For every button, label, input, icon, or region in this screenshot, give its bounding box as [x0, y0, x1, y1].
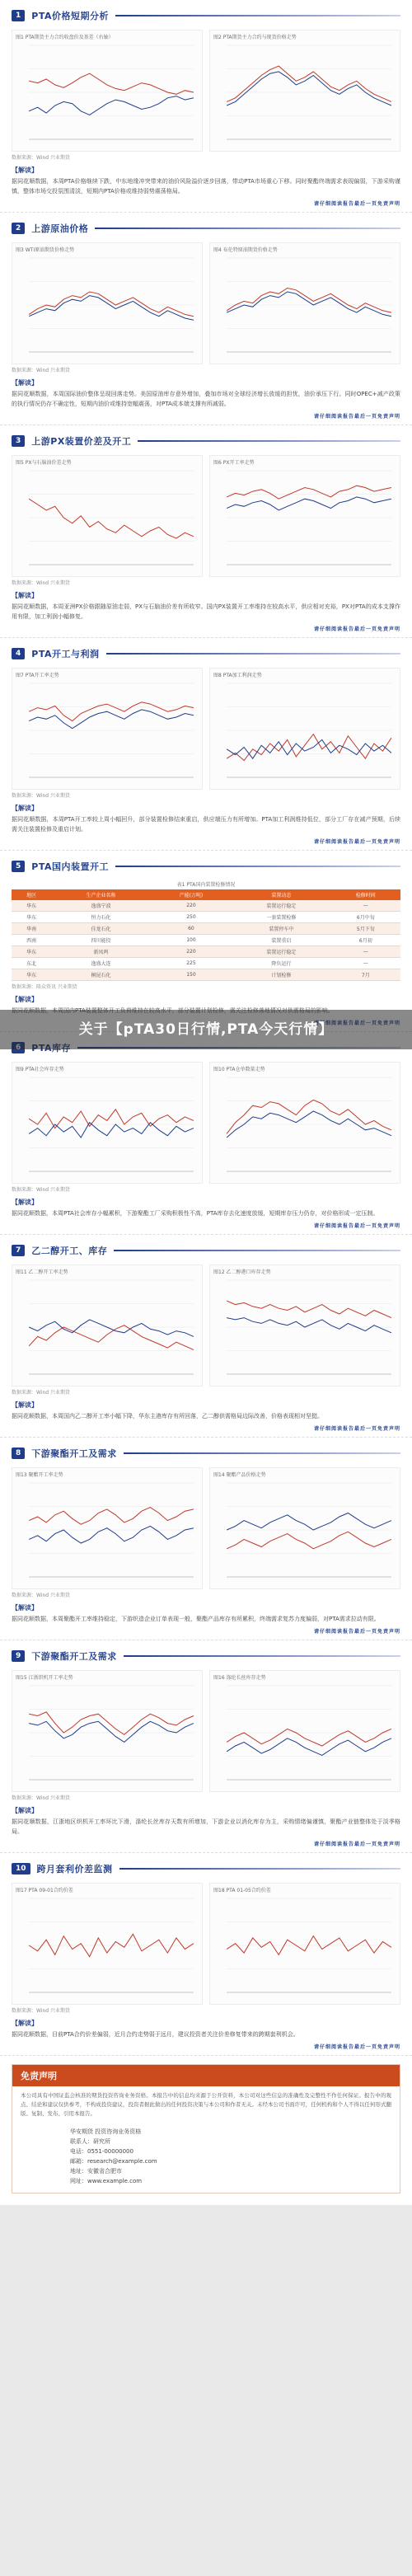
section-number: 1 [12, 10, 25, 21]
table-cell: — [331, 900, 400, 912]
footer-text: 请仔细阅读报告最后一页免责声明 [313, 1223, 400, 1229]
chart-left [12, 455, 203, 577]
chart-caption: 图14 聚酯产品价格走势 [213, 1472, 266, 1478]
note-title: 【解读】 [12, 805, 38, 812]
section-title: 上游原油价格 [31, 223, 89, 234]
chart-right [209, 1883, 400, 2005]
section-number: 2 [12, 223, 25, 234]
overlay-title: 关于【pTA30日行情,PTA今天行情】 [78, 1021, 334, 1038]
data-source: 数据来源：Wind 兴业期货 [12, 1187, 70, 1193]
section-header [12, 645, 400, 663]
table-row [12, 969, 400, 981]
series-line-2 [227, 1318, 391, 1333]
series-line-2 [29, 1123, 194, 1138]
line-chart [213, 1275, 396, 1384]
series-line-1 [29, 702, 194, 721]
table-cell: 220 [151, 946, 232, 958]
capacity-table [12, 889, 400, 981]
series-line-2 [29, 1526, 194, 1543]
series-line-2 [227, 1513, 391, 1531]
section-10 [0, 1853, 412, 2056]
table-cell: — [331, 946, 400, 958]
table-cell: 四川能投 [51, 935, 150, 946]
series-line-2 [227, 497, 391, 510]
series-line-1 [227, 486, 391, 499]
section-number: 5 [12, 861, 25, 872]
analysis-note: 据同花顺数据，本周PTA开工率较上周小幅回升，部分装置检修结束重启，供应端压力有所增加。PTA加工利润维持低位，部分工厂存在减产预期，后续需关注装置检修及重启计划。 [12, 816, 400, 833]
footer-line [12, 1840, 400, 1847]
section-rule [115, 866, 400, 867]
note-title: 【解读】 [12, 379, 38, 387]
table-cell: 6月初 [331, 935, 400, 946]
section-rule [114, 1250, 400, 1251]
series-line-2 [227, 1738, 391, 1756]
line-chart [213, 678, 396, 787]
footer-line [12, 625, 400, 632]
section-header [12, 1860, 400, 1878]
section-number: 10 [12, 1863, 30, 1875]
chart-row [12, 1883, 400, 2005]
section-rule [119, 1868, 400, 1870]
table-cell: 100 [151, 935, 232, 946]
chart-right [209, 455, 400, 577]
table-cell: 降负运行 [232, 958, 330, 969]
note-title: 【解读】 [12, 167, 38, 174]
table-cell: 250 [151, 912, 232, 923]
series-line-1 [227, 66, 391, 101]
table-cell: 5月下旬 [331, 923, 400, 935]
chart-caption: 图11 乙二醇开工率走势 [16, 1269, 68, 1275]
footer-text: 请仔细阅读报告最后一页免责声明 [313, 1426, 400, 1432]
title-overlay-banner [0, 1010, 412, 1049]
note-title: 【解读】 [12, 1807, 38, 1814]
section-title: PTA价格短期分析 [31, 11, 109, 21]
analysis-note: 据同花顺数据，本周国际油价整体呈现回落走势。美国原油库存意外增加，叠加市场对全球经济增长放缓的担忧，油价承压下行。同时OPEC+减产政策的执行情况仍存不确定性，短期内油价或维持宽幅震荡，对PTA成本端支撑有所减弱。 [12, 391, 400, 407]
section-5 [0, 851, 412, 1032]
footer-text: 请仔细阅读报告最后一页免责声明 [313, 1842, 400, 1847]
footer-line [12, 1627, 400, 1635]
section-8 [0, 1438, 412, 1640]
data-source: 数据来源：Wind 兴业期货 [12, 1390, 70, 1396]
series-line-1 [227, 1729, 391, 1746]
chart-caption: 图7 PTA开工率走势 [16, 673, 59, 678]
chart-row [12, 668, 400, 790]
disclaimer-box [12, 2064, 400, 2194]
chart-caption: 图1 PTA期货主力合约收盘价及基差（右轴） [16, 35, 114, 40]
section-rule [124, 1452, 400, 1454]
contact-line: 电话：0551-00000000 [70, 2148, 133, 2155]
chart-row [12, 30, 400, 152]
analysis-note: 据同花顺数据，江浙地区织机开工率环比下滑，涤纶长丝库存天数有所增加，下游企业以消化库存为主，采购情绪偏谨慎，聚酯产业链整体处于淡季格局。 [12, 1818, 400, 1835]
chart-left [12, 242, 203, 364]
footer-line [12, 412, 400, 420]
table-cell: 新凤鸣 [51, 946, 150, 958]
contact-line: 邮箱：research@example.com [70, 2158, 157, 2165]
section-header [12, 1241, 400, 1260]
table-cell: 华东 [12, 946, 51, 958]
table-cell: 华东 [12, 912, 51, 923]
line-chart [213, 40, 396, 149]
table-cell: 恒力石化 [51, 912, 150, 923]
table-cell: 华东 [12, 969, 51, 981]
section-2 [0, 213, 412, 425]
section-title: 跨月套利价差监测 [36, 1864, 113, 1875]
contact-line: 联系人：研究所 [70, 2138, 110, 2145]
line-chart [213, 253, 396, 362]
section-header [12, 1444, 400, 1462]
footer-text: 请仔细阅读报告最后一页免责声明 [313, 201, 400, 207]
table-cell: 6月中旬 [331, 912, 400, 923]
section-number: 7 [12, 1245, 25, 1256]
data-source: 数据来源：Wind 兴业期货 [12, 368, 70, 373]
line-chart [16, 1275, 199, 1384]
section-1 [0, 0, 412, 213]
table-cell: 逸盛宁波 [51, 900, 150, 912]
disclaimer-title: 免责声明 [12, 2065, 400, 2086]
chart-caption: 图10 PTA仓单数量走势 [213, 1067, 265, 1072]
table-cell: 装置停车中 [232, 923, 330, 935]
table-cell: 装置运行稳定 [232, 946, 330, 958]
section-9 [0, 1640, 412, 1853]
section-header [12, 432, 400, 450]
chart-caption: 图6 PX开工率走势 [213, 460, 255, 466]
chart-left [12, 1670, 203, 1792]
chart-right [209, 242, 400, 364]
line-chart [16, 466, 199, 575]
table-cell: 225 [151, 958, 232, 969]
column-header: 检修时间 [331, 889, 400, 900]
chart-row [12, 1670, 400, 1792]
section-7 [0, 1235, 412, 1438]
chart-right [209, 1670, 400, 1792]
chart-row [12, 1467, 400, 1589]
section-title: 乙二醇开工、库存 [31, 1246, 108, 1256]
chart-caption: 图4 布伦特原油期货价格走势 [213, 247, 278, 253]
chart-right [209, 1062, 400, 1184]
footer-line [12, 2043, 400, 2050]
note-title: 【解读】 [12, 592, 38, 599]
table-row [12, 935, 400, 946]
analysis-note: 据同花顺数据，目前PTA合约价差偏弱，近月合约走势弱于远月，建议投资者关注价差修复带来的跨期套利机会。 [12, 2031, 299, 2038]
column-header: 装置动态 [232, 889, 330, 900]
chart-left [12, 668, 203, 790]
line-chart [16, 1072, 199, 1181]
section-6 [0, 1032, 412, 1235]
table-cell: — [331, 958, 400, 969]
chart-right [209, 668, 400, 790]
section-rule [106, 653, 401, 655]
section-rule [124, 1655, 400, 1657]
series-line-1 [29, 73, 194, 94]
table-row [12, 912, 400, 923]
series-line-1 [227, 1532, 391, 1549]
table-cell: 60 [151, 923, 232, 935]
chart-caption: 图2 PTA期货主力合约与现货价格走势 [213, 35, 297, 40]
table-cell: 7月 [331, 969, 400, 981]
contact-line: 华安期货 投资咨询业务资格 [70, 2128, 142, 2135]
table-cell: 华南 [12, 923, 51, 935]
series-line-2 [29, 96, 194, 115]
section-title: 下游聚酯开工及需求 [31, 1448, 117, 1459]
chart-caption: 图3 WTI原油期货价格走势 [16, 247, 75, 253]
data-source: 数据来源：Wind 兴业期货 [12, 155, 70, 161]
table-cell: 桐昆石化 [51, 969, 150, 981]
table-row [12, 946, 400, 958]
line-chart [16, 1893, 199, 2002]
line-chart [16, 1681, 199, 1790]
footer-line [12, 1222, 400, 1229]
footer-line [12, 1424, 400, 1432]
table-cell: 一套装置检修 [232, 912, 330, 923]
line-chart [213, 1478, 396, 1587]
footer-text: 请仔细阅读报告最后一页免责声明 [313, 626, 400, 632]
chart-row [12, 1265, 400, 1387]
note-title: 【解读】 [12, 2020, 38, 2027]
series-line-1 [227, 1100, 391, 1133]
analysis-note: 据同花顺数据，本周国内乙二醇开工率小幅下降，华东主港库存有所回落，乙二醇供需格局边际改善，价格表现相对坚挺。 [12, 1413, 323, 1419]
data-source: 数据来源：Wind 兴业期货 [12, 1593, 70, 1598]
series-line-1 [29, 1508, 194, 1525]
disclaimer-body: 本公司具有中国证监会核准的期货投资咨询业务资格。本报告中的信息均来源于公开资料，本公司对这些信息的准确性及完整性不作任何保证。报告中的观点、结论和建议仅供参考，不构成投资建议，投资者据此做出的任何投资决策与本公司和作者无关。未经本公司书面许可，任何机构和个人不得以任何形式翻版、复制、发布、引用本报告。 [21, 2092, 391, 2117]
footer-line [12, 199, 400, 207]
table-cell: 装置重启 [232, 935, 330, 946]
chart-caption: 图12 乙二醇港口库存走势 [213, 1269, 271, 1275]
footer-text: 请仔细阅读报告最后一页免责声明 [313, 414, 400, 420]
series-line-2 [29, 710, 194, 729]
note-title: 【解读】 [12, 996, 38, 1003]
contact-list [12, 2123, 400, 2193]
table-cell: 逸盛大连 [51, 958, 150, 969]
analysis-note: 据同花顺数据，本周亚洲PX价格跟随原油走弱，PX与石脑油价差有所收窄。国内PX装置开工率维持在较高水平，供应相对充裕，PX对PTA的成本支撑作用有限，加工利润小幅修复。 [12, 603, 400, 620]
section-header [12, 7, 400, 25]
column-header: 地区 [12, 889, 51, 900]
series-line-1 [29, 292, 194, 317]
line-chart [16, 1478, 199, 1587]
section-title: 上游PX装置价差及开工 [31, 436, 132, 447]
chart-row [12, 242, 400, 364]
table-row [12, 958, 400, 969]
chart-right [209, 1467, 400, 1589]
line-chart [213, 1681, 396, 1790]
analysis-note: 据同花顺数据，本周PTA社会库存小幅累积，下游聚酯工厂采购积极性不高，PTA库存去化速度放缓，短期库存压力仍存，对价格形成一定压制。 [12, 1210, 379, 1217]
analysis-note: 据同花顺数据，本周PTA价格继续下跌，中东地缘冲突带来的油价风险溢价逐步回落，带动PTA市场重心下移。同时聚酯终端需求表现偏弱，下游采购谨慎，整体市场交投氛围清淡，短期内PTA价格或维持弱势震荡格局。 [12, 178, 400, 195]
line-chart [213, 1893, 396, 2002]
chart-left [12, 1265, 203, 1387]
table-cell: 220 [151, 900, 232, 912]
chart-caption: 图18 PTA 01-05合约价差 [213, 1888, 271, 1893]
section-header [12, 1647, 400, 1665]
data-source: 数据来源：Wind 兴业期货 [12, 793, 70, 799]
line-chart [16, 40, 199, 149]
chart-left [12, 1062, 203, 1184]
table-cell: 佳龙石化 [51, 923, 150, 935]
chart-left [12, 1883, 203, 2005]
section-3 [0, 425, 412, 638]
table-cell: 装置运行稳定 [232, 900, 330, 912]
chart-left [12, 1467, 203, 1589]
line-chart [213, 1072, 396, 1181]
chart-right [209, 1265, 400, 1387]
series-line-2 [227, 72, 391, 106]
section-number: 9 [12, 1650, 25, 1662]
chart-caption: 图17 PTA 09-01合约价差 [16, 1888, 73, 1893]
section-title: 下游聚酯开工及需求 [31, 1651, 117, 1662]
section-header [12, 219, 400, 237]
series-line-2 [29, 1721, 194, 1742]
series-line-1 [29, 499, 194, 538]
chart-right [209, 30, 400, 152]
analysis-note: 据同花顺数据，本周聚酯开工率维持稳定，下游织造企业订单表现一般，聚酯产品库存有所累积，终端需求复苏力度偏弱，对PTA需求拉动有限。 [12, 1616, 380, 1622]
series-line-1 [29, 1110, 194, 1128]
data-source: 数据来源：隆众资讯 兴业期货 [12, 984, 77, 990]
footer-line [12, 838, 400, 845]
chart-caption: 图5 PX与石脑油价差走势 [16, 460, 72, 466]
footer-text: 请仔细阅读报告最后一页免责声明 [313, 2044, 400, 2050]
series-line-1 [227, 1301, 391, 1318]
chart-caption: 图9 PTA社会库存走势 [16, 1067, 64, 1072]
table-row [12, 923, 400, 935]
chart-row [12, 455, 400, 577]
section-number: 8 [12, 1448, 25, 1459]
data-source: 数据来源：Wind 兴业期货 [12, 1795, 70, 1801]
section-4 [0, 638, 412, 851]
section-title: PTA国内装置开工 [31, 861, 109, 872]
chart-caption: 图8 PTA加工利润走势 [213, 673, 262, 678]
line-chart [213, 466, 396, 575]
table-cell: 150 [151, 969, 232, 981]
line-chart [16, 253, 199, 362]
chart-row [12, 1062, 400, 1184]
line-chart [16, 678, 199, 787]
data-source: 数据来源：Wind 兴业期货 [12, 580, 70, 586]
section-number: 3 [12, 435, 25, 447]
data-source: 数据来源：Wind 兴业期货 [12, 2008, 70, 2014]
footer-text: 请仔细阅读报告最后一页免责声明 [313, 839, 400, 845]
table-cell: 华东 [12, 900, 51, 912]
section-rule [138, 440, 400, 442]
table-caption: 表1 PTA国内装置检修情况 [176, 882, 236, 888]
table-cell: 计划检修 [232, 969, 330, 981]
section-number: 4 [12, 648, 25, 659]
chart-caption: 图13 聚酯开工率走势 [16, 1472, 63, 1478]
table-cell: 东北 [12, 958, 51, 969]
section-rule [115, 15, 400, 16]
note-title: 【解读】 [12, 1401, 38, 1409]
section-header [12, 857, 400, 875]
chart-caption: 图15 江浙织机开工率走势 [16, 1675, 73, 1681]
contact-line: 地址：安徽省合肥市 [70, 2168, 122, 2175]
column-header: 生产企业名称 [51, 889, 150, 900]
column-header: 产能(万吨) [151, 889, 232, 900]
series-line-1 [227, 289, 391, 313]
contact-line: 网址：www.example.com [70, 2178, 143, 2184]
note-title: 【解读】 [12, 1199, 38, 1206]
section-title: PTA开工与利润 [31, 649, 100, 659]
chart-left [12, 30, 203, 152]
table-cell: 西南 [12, 935, 51, 946]
footer-text: 请仔细阅读报告最后一页免责声明 [313, 1629, 400, 1635]
section-rule [95, 228, 400, 229]
table-header-row [12, 889, 400, 900]
note-title: 【解读】 [12, 1604, 38, 1612]
table-row [12, 900, 400, 912]
chart-caption: 图16 涤纶长丝库存走势 [213, 1675, 266, 1681]
